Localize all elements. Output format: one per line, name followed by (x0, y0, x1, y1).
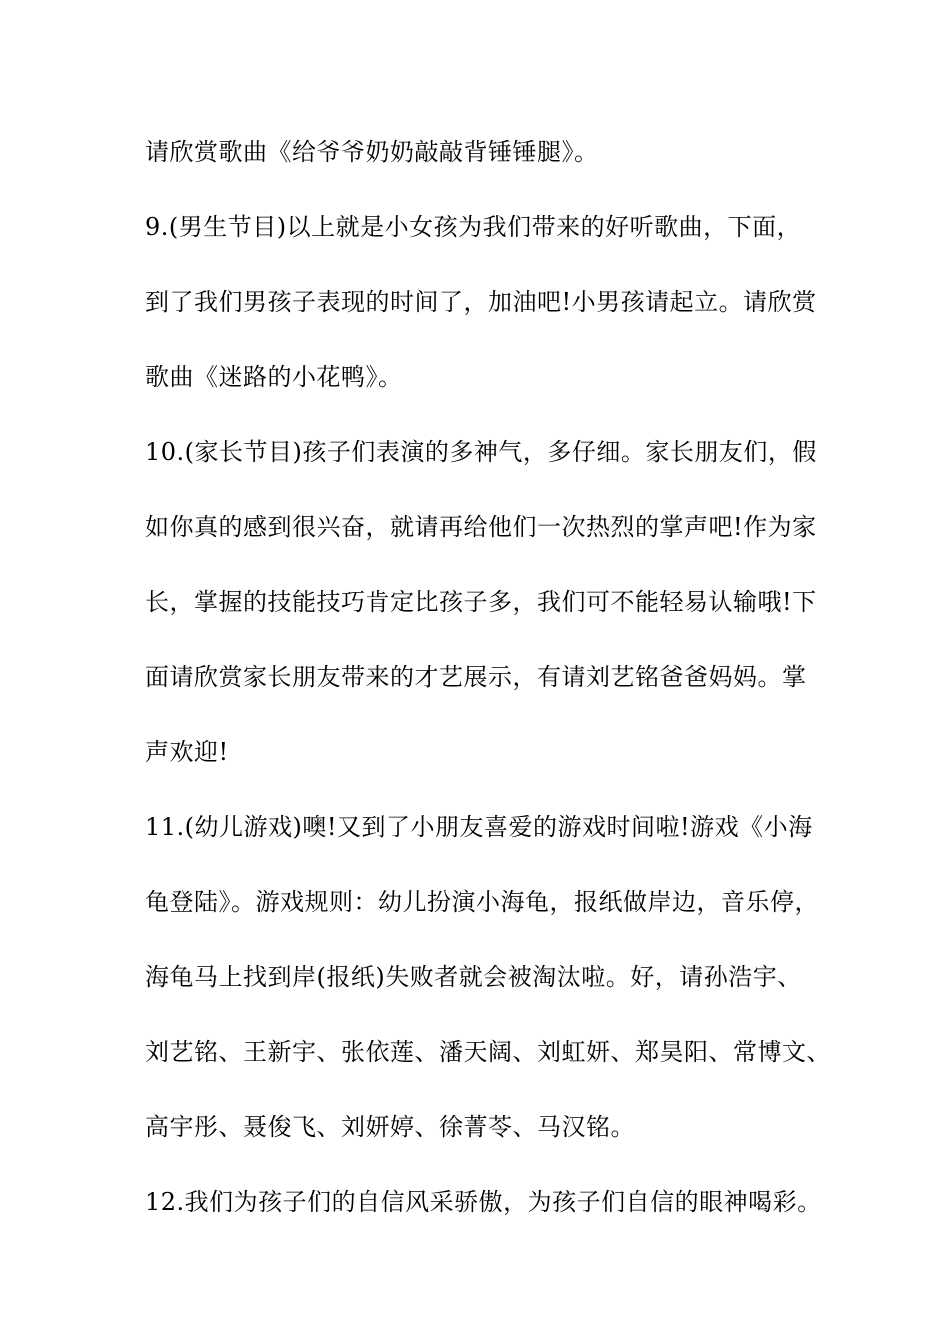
text-line: 声欢迎! (145, 738, 229, 766)
text-line: 10.(家长节目)孩子们表演的多神气，多仔细。家长朋友们，假 (145, 438, 817, 466)
text-line: 11.(幼儿游戏)噢!又到了小朋友喜爱的游戏时间啦!游戏《小海 (145, 813, 813, 841)
text-line: 面请欣赏家长朋友带来的才艺展示，有请刘艺铭爸爸妈妈。掌 (145, 663, 807, 691)
text-line: 到了我们男孩子表现的时间了，加油吧!小男孩请起立。请欣赏 (145, 288, 817, 316)
text-line: 请欣赏歌曲《给爷爷奶奶敲敲背锤锤腿》。 (145, 138, 599, 166)
text-line: 高宇彤、聂俊飞、刘妍婷、徐菁苓、马汉铭。 (145, 1113, 635, 1141)
text-line: 刘艺铭、王新宇、张依莲、潘天阔、刘虹妍、郑昊阳、常博文、 (145, 1038, 831, 1066)
text-line: 9.(男生节目)以上就是小女孩为我们带来的好听歌曲，下面， (145, 213, 802, 241)
text-line: 长，掌握的技能技巧肯定比孩子多，我们可不能轻易认输哦!下 (145, 588, 817, 616)
text-line: 如你真的感到很兴奋，就请再给他们一次热烈的掌声吧!作为家 (145, 513, 817, 541)
text-line: 12.我们为孩子们的自信风采骄傲，为孩子们自信的眼神喝彩。 (145, 1188, 822, 1216)
text-line: 歌曲《迷路的小花鸭》。 (145, 363, 403, 391)
text-line: 海龟马上找到岸(报纸)失败者就会被淘汰啦。好，请孙浩宇、 (145, 963, 802, 991)
text-line: 龟登陆》。游戏规则：幼儿扮演小海龟，报纸做岸边，音乐停， (145, 888, 819, 916)
